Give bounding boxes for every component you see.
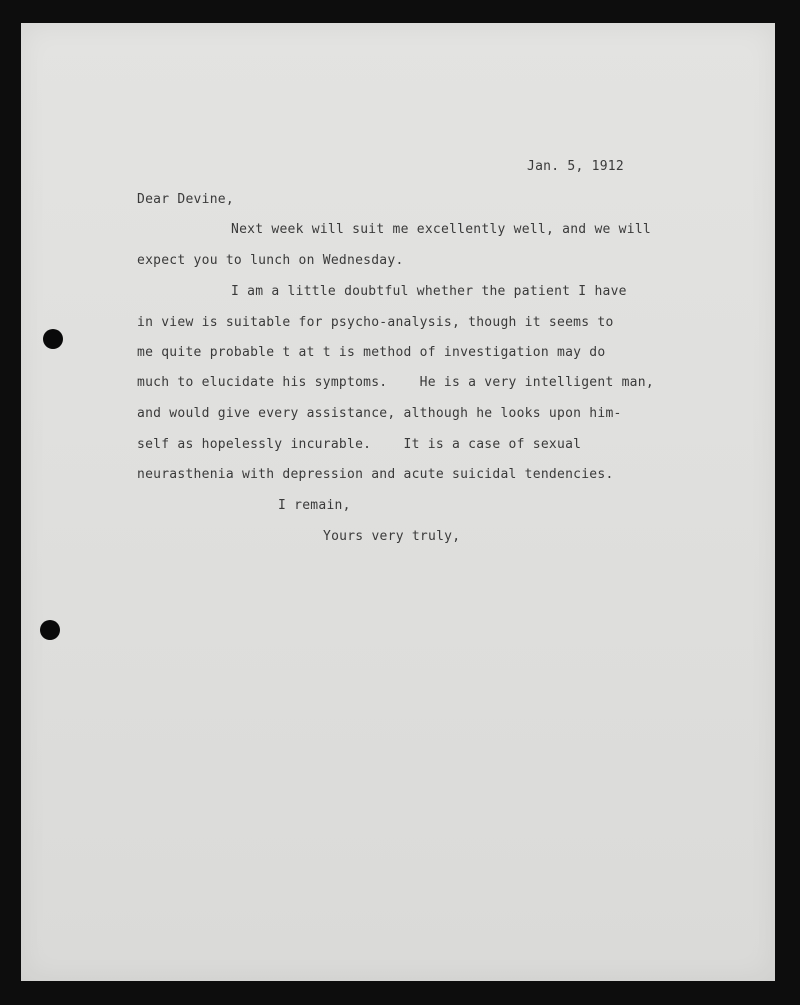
signoff: Yours very truly, [323, 529, 461, 544]
body-line: expect you to lunch on Wednesday. [137, 253, 404, 268]
salutation: Dear Devine, [137, 192, 234, 207]
body-line: in view is suitable for psycho-analysis, though it seems to [137, 315, 614, 330]
letter-date: Jan. 5, 1912 [527, 159, 624, 174]
body-line: much to elucidate his symptoms. He is a very intelligent man, [137, 375, 654, 390]
body-line: Next week will suit me excellently well, and we will [231, 222, 651, 237]
punch-hole-bottom [40, 620, 60, 640]
closing: I remain, [278, 498, 351, 513]
letter-sheet [21, 23, 775, 981]
body-line: me quite probable t at t is method of investigation may do [137, 345, 606, 360]
body-line: and would give every assistance, although he looks upon him- [137, 406, 622, 421]
body-line: self as hopelessly incurable. It is a case of sexual [137, 437, 582, 452]
punch-hole-top [43, 329, 63, 349]
body-line: neurasthenia with depression and acute suicidal tendencies. [137, 467, 614, 482]
body-line: I am a little doubtful whether the patient I have [231, 284, 627, 299]
